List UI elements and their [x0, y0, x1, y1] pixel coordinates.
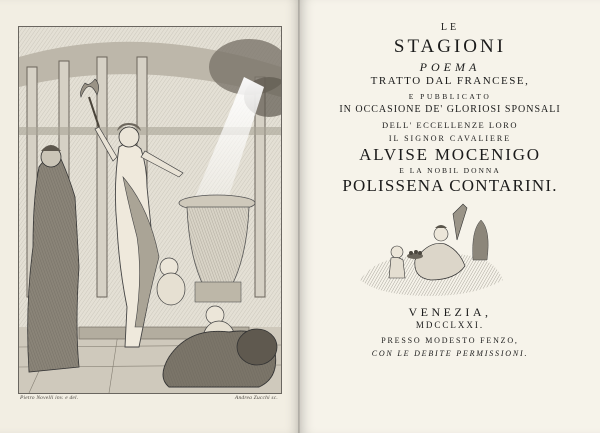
title-published: E PUBBLICATO [408, 92, 492, 101]
title-translation-note: TRATTO DAL FRANCESE, [370, 75, 530, 87]
title-occasion: IN OCCASIONE DE' GLORIOSI SPONSALI [339, 104, 561, 115]
title-signor: IL SIGNOR CAVALIERE [388, 134, 512, 143]
imprint-city: VENEZIA, [408, 305, 492, 319]
title-genre: POEMA [419, 60, 481, 74]
title-vignette-engraving [355, 200, 505, 300]
imprint-permissions: CON LE DEBITE PERMISSIONI. [371, 349, 529, 358]
title-excellencies: DELL' ECCELLENZE LORO [382, 120, 518, 130]
engraver-credit-right: Andrea Zucchi sc. [234, 395, 278, 401]
bride-name: POLISSENA CONTARINI. [342, 176, 558, 195]
title-article: LE [440, 22, 460, 33]
engraver-credit-left: Pietro Novelli inv. e del. [20, 395, 79, 401]
groom-name: ALVISE MOCENIGO [359, 145, 541, 164]
imprint-date: MDCCLXXI. [415, 320, 485, 330]
title-nobil-donna: E LA NOBIL DONNA [399, 166, 501, 175]
frontispiece-engraving [18, 26, 282, 394]
imprint-printer: PRESSO MODESTO FENZO, [381, 336, 519, 345]
title-main: STAGIONI [393, 36, 507, 57]
